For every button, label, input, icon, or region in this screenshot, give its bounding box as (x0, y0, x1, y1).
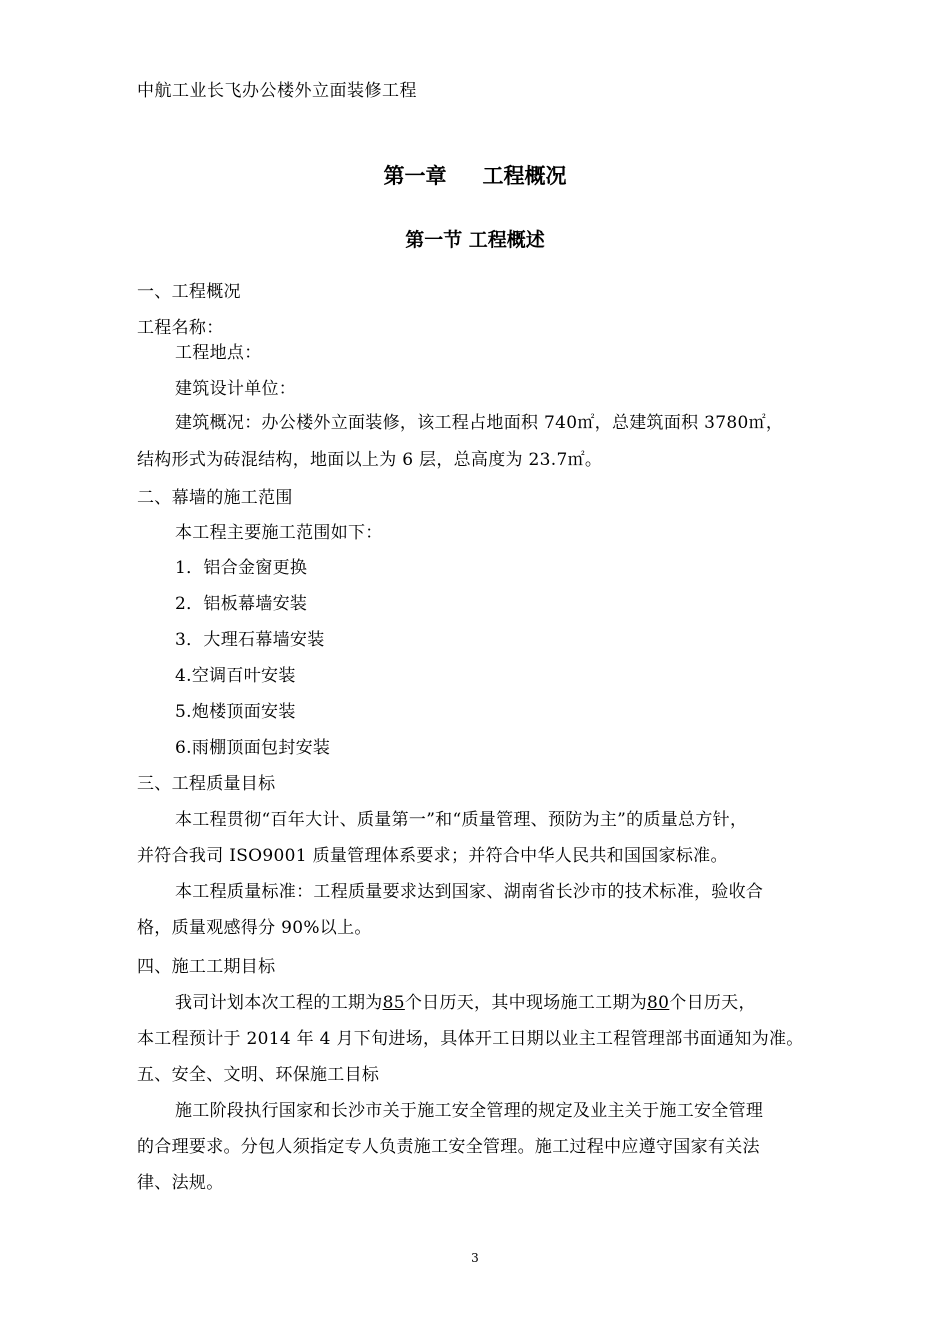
site-days-value: 80 (647, 993, 670, 1013)
safety-p-line1: 施工阶段执行国家和长沙市关于施工安全管理的规定及业主关于施工安全管理 (175, 1101, 764, 1121)
quality-heading: 三、工程质量目标 (137, 774, 276, 794)
schedule-p2: 本工程预计于 2014 年 4 月下旬进场，具体开工日期以业主工程管理部书面通知为准。 (137, 1029, 804, 1049)
scope-item: 6.雨棚顶面包封安装 (175, 738, 331, 758)
chapter-title (0, 160, 950, 190)
scope-intro: 本工程主要施工范围如下： (175, 523, 383, 543)
chapter-name: 工程概况 (482, 164, 567, 188)
quality-p2-line1: 本工程质量标准：工程质量要求达到国家、湖南省长沙市的技术标准，验收合 (175, 882, 764, 902)
schedule-text: 我司计划本次工程的工期为 (175, 993, 383, 1013)
schedule-text: 个日历天，其中现场施工工期为 (404, 993, 648, 1013)
schedule-text: 个日历天， (669, 993, 756, 1013)
quality-p1-line2: 并符合我司 ISO9001 质量管理体系要求；并符合中华人民共和国国家标准。 (137, 846, 728, 866)
safety-p-line2: 的合理要求。分包人须指定专人负责施工安全管理。施工过程中应遵守国家有关法 (137, 1137, 760, 1157)
schedule-heading: 四、施工工期目标 (137, 957, 276, 977)
running-header: 中航工业长飞办公楼外立面装修工程 (137, 81, 417, 101)
page-number: 3 (471, 1251, 479, 1265)
scope-item: 5.炮楼顶面安装 (175, 702, 296, 722)
safety-p-line3: 律、法规。 (137, 1173, 224, 1193)
overview-heading: 一、工程概况 (137, 282, 241, 302)
designer-field: 建筑设计单位： (175, 379, 297, 399)
scope-item: 3．大理石幕墙安装 (175, 630, 325, 650)
overview-desc-line1: 建筑概况：办公楼外立面装修，该工程占地面积 740㎡，总建筑面积 3780㎡， (175, 413, 784, 433)
overview-desc-line2: 结构形式为砖混结构，地面以上为 6 层，总高度为 23.7㎡。 (137, 450, 603, 470)
quality-p2-line2: 格，质量观感得分 90%以上。 (137, 918, 372, 938)
section-title: 第一节 工程概述 (405, 229, 545, 251)
total-days-value: 85 (382, 993, 405, 1013)
chapter-number: 第一章 (383, 164, 447, 188)
safety-heading: 五、安全、文明、环保施工目标 (137, 1065, 380, 1085)
project-name-field: 工程名称： (137, 318, 224, 338)
scope-item: 1．铝合金窗更换 (175, 558, 308, 578)
schedule-p1-line1 (175, 988, 756, 1013)
scope-item: 2．铝板幕墙安装 (175, 594, 308, 614)
scope-item: 4.空调百叶安装 (175, 666, 296, 686)
quality-p1-line1: 本工程贯彻“百年大计、质量第一”和“质量管理、预防为主”的质量总方针， (175, 810, 748, 830)
scope-heading: 二、幕墙的施工范围 (137, 488, 293, 508)
project-location-field: 工程地点： (175, 343, 262, 363)
